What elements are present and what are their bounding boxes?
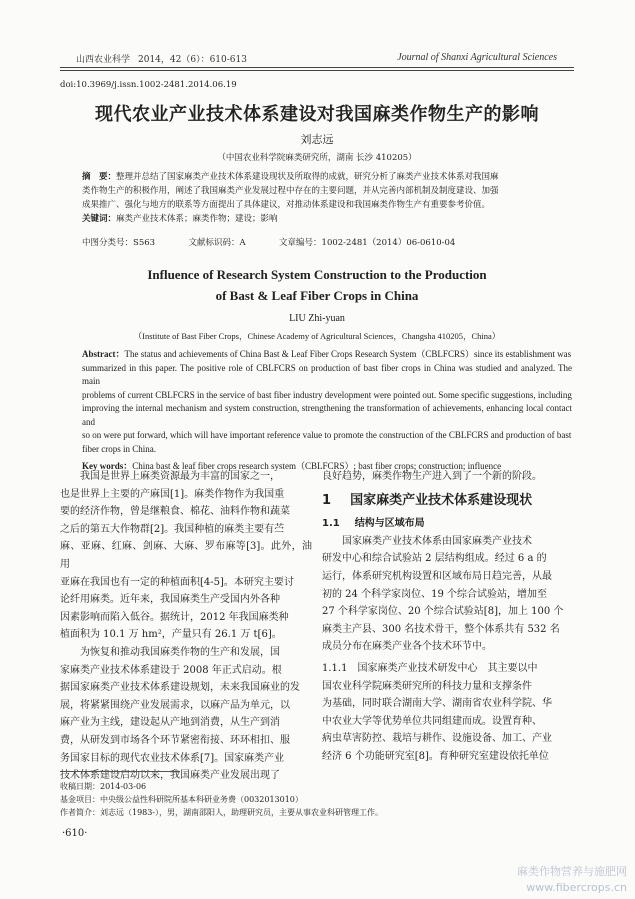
body-line: 国农业科学院麻类研究所的科技力量和支撑条件 <box>322 680 532 692</box>
body-line: 为基础，同时联合湖南大学、湖南省农业科学院、华 <box>322 698 552 710</box>
subsection-title: 结构与区域布局 <box>354 518 425 530</box>
body-line: 展，将紧紧围绕产业发展需求，以麻产品为单元，以 <box>60 699 290 711</box>
title-en-line: of Bast & Leaf Fiber Crops in China <box>215 288 419 303</box>
body-line: 1.1.1 国家麻类产业技术研发中心 其主要以中 <box>322 662 538 674</box>
body-line: 良好趋势，麻类作物生产进入到了一个新的阶段。 <box>322 471 542 482</box>
body-line: 也是世界上主要的产麻国[1]。麻类作物作为我国重 <box>60 488 285 500</box>
body-line: 初的 24 个科学家岗位、19 个综合试验站，增加至 <box>322 588 547 600</box>
section-number: 1 <box>322 492 332 508</box>
title-en <box>60 264 574 306</box>
body-line: 成员分布在麻类产业各个技术环节中。 <box>322 641 492 653</box>
body-line: 麻类主产县、300 名技术骨干，整个体系共有 532 名 <box>322 623 560 635</box>
abstract-en-line: so on were put forward, which will have important reference value to promote the construction of the CBLFCRS and production of bast <box>82 430 572 440</box>
body-line: 我国是世界上麻类资源最为丰富的国家之一， <box>80 471 280 482</box>
body-paragraph-2 <box>60 644 312 785</box>
abstract-en-line: improving the internal mechanism and system construction, strengthening the transformation of achievements, enhancing local contact and <box>82 403 572 427</box>
title-cn: 现代农业产业技术体系建设对我国麻类作物生产的影响 <box>95 104 539 125</box>
abstract-en-line: The status and achievements of China Bast & Leaf Fiber Crops Research System（CBLFCRS）since its establishment was <box>124 349 572 359</box>
article-no-label: 文章编号： <box>279 238 322 248</box>
abstract-en-label: Abstract： <box>82 349 125 359</box>
journal-name-en: Journal of Shanxi Agricultural Sciences <box>397 52 557 63</box>
abstract-cn <box>82 170 562 226</box>
keywords-cn-label: 关键词： <box>82 214 117 224</box>
footnote-received: 收稿日期：2014-03-06 <box>60 782 147 791</box>
body-line: 麻产业为主线，建设起从产地到消费，从生产到消 <box>60 717 280 729</box>
subsection-number: 1.1 <box>322 518 340 530</box>
footnote-author: 作者简介：刘志远（1983-），男，湖南邵阳人，助理研究员，主要从事农业科研管理工作。 <box>60 808 384 817</box>
section-heading-1 <box>322 492 574 510</box>
footnote-fund: 基金项目：中央级公益性科研院所基本科研业务费（0032013010） <box>60 795 303 804</box>
clc-value: S563 <box>133 238 156 248</box>
abstract-en-line: fiber crops in China. <box>82 443 156 454</box>
author-cn: 刘志远 <box>300 133 334 146</box>
body-line: 技术体系建设启动以来，我国麻类产业发展出现了 <box>60 770 280 782</box>
section-title: 国家麻类产业技术体系建设现状 <box>350 492 533 508</box>
page-number: ·610· <box>62 828 88 839</box>
footnotes <box>60 780 574 819</box>
footnote-rule <box>60 771 180 772</box>
body-line: 据国家麻类产业技术体系建设规划，未来我国麻业的发 <box>60 682 300 694</box>
body-line: 中农业大学等优势单位共同组建而成。设置育种、 <box>322 715 542 727</box>
body-line: 麻、亚麻、红麻、剑麻、大麻、罗布麻等[3]。此外，油用 <box>60 541 312 570</box>
body-line: 要的经济作物，曾是继粮食、棉花、油料作物和蔬菜 <box>60 506 290 518</box>
body-line: 为恢复和推动我国麻类作物的生产和发展，国 <box>80 646 280 658</box>
doi: doi:10.3969/j.issn.1002-2481.2014.06.19 <box>60 80 237 90</box>
doc-code-value: A <box>239 238 246 248</box>
affiliation-en: （Institute of Bast Fiber Crops，Chinese Academy of Agricultural Sciences，Changsha 410205，China） <box>133 331 501 341</box>
keywords-cn: 麻类产业技术体系；麻类作物；建设；影响 <box>116 214 278 224</box>
doc-code-label: 文献标识码： <box>188 238 240 248</box>
watermark-line: www.fibercrops.cn <box>526 881 627 894</box>
body-line: 家麻类产业技术体系建设于 2008 年正式启动。根 <box>60 664 282 676</box>
issue-info: 2014，42（6）：610-613 <box>138 55 247 65</box>
body-line: 病虫草害防控、栽培与耕作、设施设备、加工、产业 <box>322 733 552 745</box>
body-line: 经济 6 个功能研究室[8]。育种研究室建设依托单位 <box>322 750 549 762</box>
body-line: 因素影响而陷入低谷。据统计，2012 年我国麻类种 <box>60 611 289 623</box>
body-line: 之后的第五大作物群[2]。我国种植的麻类主要有苎 <box>60 523 285 535</box>
body-paragraph-1-1-1 <box>322 660 574 766</box>
body-line: 务国家目标的现代农业技术体系[7]。国家麻类产业 <box>60 752 285 764</box>
watermark <box>517 864 627 896</box>
subsection-heading-1-1 <box>322 515 574 533</box>
abstract-en <box>82 348 572 474</box>
abstract-cn-label: 摘 要： <box>82 172 117 182</box>
body-right-column <box>322 468 574 766</box>
watermark-line: 麻类作物营养与施肥网 <box>517 865 627 878</box>
body-line: 国家麻类产业技术体系由国家麻类产业技术 <box>342 535 532 547</box>
body-line: 研发中心和综合试验站 2 层结构组成。经过 6 a 的 <box>322 553 547 565</box>
header-rule <box>60 67 574 68</box>
header-rule-2 <box>60 70 574 71</box>
journal-name-cn: 山西农业科学 <box>76 55 131 65</box>
body-paragraph-1 <box>60 468 312 644</box>
body-line: 运行，体系研究机构设置和区域布局日趋完善，从最 <box>322 570 552 582</box>
abstract-cn-line: 成果推广、强化与地方的联系等方面提出了具体建议，对推动体系建设和我国麻类作物生产有重要参考价值。 <box>82 200 491 210</box>
clc-label: 中图分类号： <box>82 238 134 248</box>
body-line: 论纤用麻类。近年来，我国麻类生产受国内外各种 <box>60 594 280 606</box>
classification-cn <box>82 236 455 250</box>
body-line: 费，从研发到市场各个环节紧密衔接、环环相扣、服 <box>60 734 290 746</box>
affiliation-cn: （中国农业科学院麻类研究所，湖南 长沙 410205） <box>217 153 417 163</box>
body-line: 植面积为 10.1 万 hm²，产量只有 26.1 万 t[6]。 <box>60 629 282 641</box>
body-left-column <box>60 468 312 785</box>
abstract-en-line: problems of current CBLFCRS in the service of bast fiber industry development were pointed out. Some specific suggestions, including <box>82 389 572 400</box>
author-en: LIU Zhi-yuan <box>289 313 345 324</box>
abstract-cn-line: 类作物生产的积极作用，阐述了我国麻类产业发展过程中存在的主要问题，并从完善内部机制及制度建设、加强 <box>82 186 499 196</box>
abstract-cn-line: 整理并总结了国家麻类产业技术体系建设现状及所取得的成就，研究分析了麻类产业技术体系对我国麻 <box>116 172 499 182</box>
body-paragraph-1-1 <box>322 533 574 656</box>
keywords-en: China bast & leaf fiber crops research system（CBLFCRS）; bast fiber crops; construction; influence <box>132 461 502 471</box>
body-line: 27 个科学家岗位、20 个综合试验站[8]，加上 100 个 <box>322 606 564 618</box>
title-en-line: Influence of Research System Construction to the Production <box>147 267 487 282</box>
abstract-en-line: summarized in this paper. The positive role of CBLFCRS on production of bast fiber crops in China was studied and analyzed. The main <box>82 362 572 386</box>
body-line: 亚麻在我国也有一定的种植面积[4-5]。本研究主要讨 <box>60 576 294 588</box>
keywords-en-label: Key words： <box>82 461 133 471</box>
article-no-value: 1002-2481（2014）06-0610-04 <box>321 238 456 248</box>
